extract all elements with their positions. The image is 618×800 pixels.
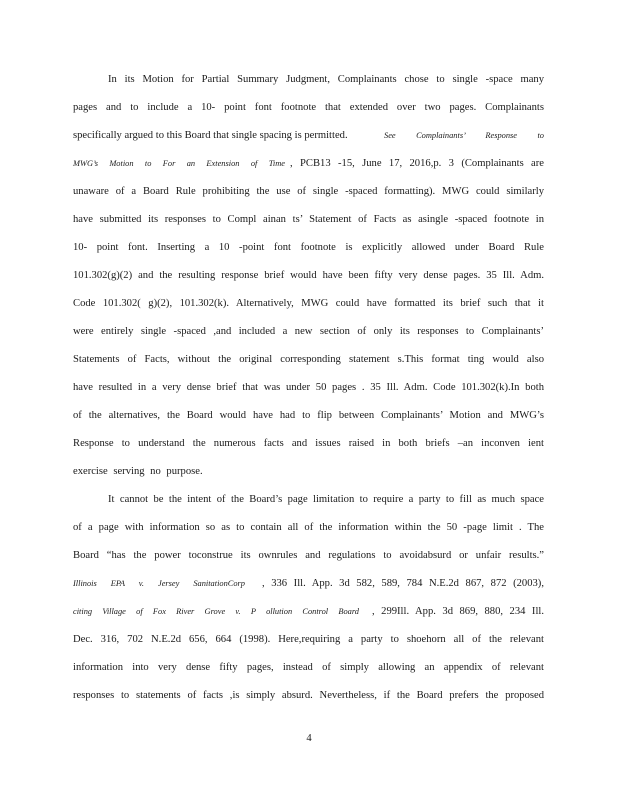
paragraph-1-line-10: were entirely single -spaced ,and included a new section of only its responses to Complainants’ bbox=[73, 326, 544, 337]
paragraph-2-line-7: information into very dense fifty pages, instead of simply allowing an appendix of relevant bbox=[73, 662, 544, 673]
paragraph-1-line-3 bbox=[73, 129, 544, 143]
paragraph-2-line-4 bbox=[73, 577, 544, 591]
citation-illinois-epa: Illinois EPA v. Jersey SanitationCorp bbox=[73, 579, 245, 588]
paragraph-2-line-8: responses to statements of facts ,is simply absurd. Nevertheless, if the Board prefers the proposed bbox=[73, 690, 544, 701]
paragraph-1-line-8: 101.302(g)(2) and the resulting response brief would have been fifty very dense pages. 35 Ill. Adm. bbox=[73, 270, 544, 281]
paragraph-2-line-6: Dec. 316, 702 N.E.2d 656, 664 (1998). Here,requiring a party to shoehorn all of the relevant bbox=[73, 634, 544, 645]
paragraph-1-line-1: In its Motion for Partial Summary Judgment, Complainants chose to single -space many bbox=[108, 74, 544, 85]
paragraph-1-line-15: exercise serving no purpose. bbox=[73, 466, 203, 477]
paragraph-2-line-2: of a page with information so as to contain all of the information within the 50 -page limit . The bbox=[73, 522, 544, 533]
paragraph-1-line-9: Code 101.302( g)(2), 101.302(k). Alternatively, MWG could have formatted its brief such that it bbox=[73, 298, 544, 309]
line-4-text: , PCB13 -15, June 17, 2016,p. 3 (Complainants are bbox=[290, 158, 544, 169]
line-4-text: , 336 Ill. App. 3d 582, 589, 784 N.E.2d 867, 872 (2003), bbox=[262, 578, 544, 589]
paragraph-1-line-2: pages and to include a 10- point font footnote that extended over two pages. Complainants bbox=[73, 102, 544, 113]
citation-mwg-motion: MWG’s Motion to For an Extension of Time bbox=[73, 159, 285, 168]
paragraph-2-line-5 bbox=[73, 605, 544, 619]
paragraph-1-line-5: unaware of a Board Rule prohibiting the use of single -spaced formatting). MWG could similarly bbox=[73, 186, 544, 197]
citation-village-fox-river: citing Village of Fox River Grove v. P ollution Control Board bbox=[73, 607, 359, 616]
paragraph-1-line-11: Statements of Facts, without the original corresponding statement s.This format ting would also bbox=[73, 354, 544, 365]
paragraph-1-line-13: of the alternatives, the Board would have had to flip between Complainants’ Motion and MWG’s bbox=[73, 410, 544, 421]
paragraph-1-line-12: have resulted in a very dense brief that was under 50 pages . 35 Ill. Adm. Code 101.302(k).In both bbox=[73, 382, 544, 393]
paragraph-2-line-1: It cannot be the intent of the Board’s page limitation to require a party to fill as much space bbox=[108, 494, 544, 505]
paragraph-1-line-4 bbox=[73, 157, 544, 171]
line-3-text: specifically argued to this Board that single spacing is permitted. bbox=[73, 130, 348, 141]
paragraph-1-line-6: have submitted its responses to Compl ainan ts’ Statement of Facts as asingle -spaced footnote in bbox=[73, 214, 544, 225]
page-number: 4 bbox=[306, 733, 312, 744]
paragraph-2-line-3: Board “has the power toconstrue its ownrules and regulations to avoidabsurd or unfair results.” bbox=[73, 550, 544, 561]
citation-see-complainants: See Complainants’ Response to bbox=[384, 131, 544, 140]
paragraph-1-line-7: 10- point font. Inserting a 10 -point font footnote is explicitly allowed under Board Rule bbox=[73, 242, 544, 253]
paragraph-1-line-14: Response to understand the numerous facts and issues raised in both briefs –an inconven ient bbox=[73, 438, 544, 449]
line-5-text: , 299Ill. App. 3d 869, 880, 234 Ill. bbox=[372, 606, 544, 617]
